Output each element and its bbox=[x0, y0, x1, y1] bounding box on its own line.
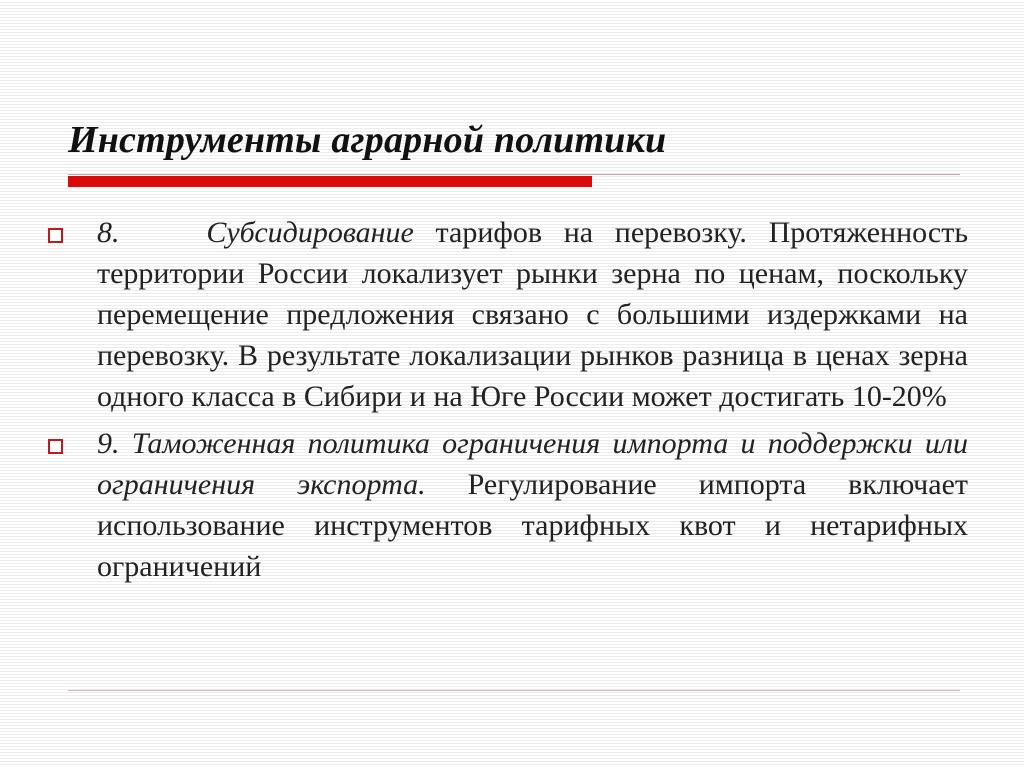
hollow-square-bullet-icon bbox=[48, 228, 63, 243]
bullet-item-8 bbox=[44, 212, 968, 417]
bullet-list bbox=[44, 212, 968, 593]
item-description: тарифов на перевозку. Протяженность территории России локализует рынки зерна по ценам, поскольку перемещение предложения связано с большими издержками на перевозку. В результате локализации рынков разница в ценах зерна одного класса в Сибири и на Юге России может достигать 10-20% bbox=[97, 216, 969, 413]
title-divider-thin bbox=[68, 174, 960, 175]
title-divider-accent bbox=[68, 176, 592, 187]
item-term: Субсидирование bbox=[206, 216, 414, 249]
slide-title: Инструменты аграрной политики bbox=[68, 119, 667, 161]
item-description: Регулирование импорта включает использование инструментов тарифных квот и нетарифных ограничений bbox=[97, 468, 968, 583]
bullet-text bbox=[97, 423, 968, 587]
bullet-text bbox=[97, 212, 968, 417]
hollow-square-bullet-icon bbox=[48, 439, 63, 454]
item-term: Таможенная политика ограничения импорта и поддержки или ограничения экспорта. bbox=[97, 427, 968, 501]
bullet-item-9 bbox=[44, 423, 968, 587]
item-number: 9. bbox=[97, 427, 120, 460]
footer-divider bbox=[68, 690, 960, 691]
item-number: 8. bbox=[97, 216, 120, 249]
